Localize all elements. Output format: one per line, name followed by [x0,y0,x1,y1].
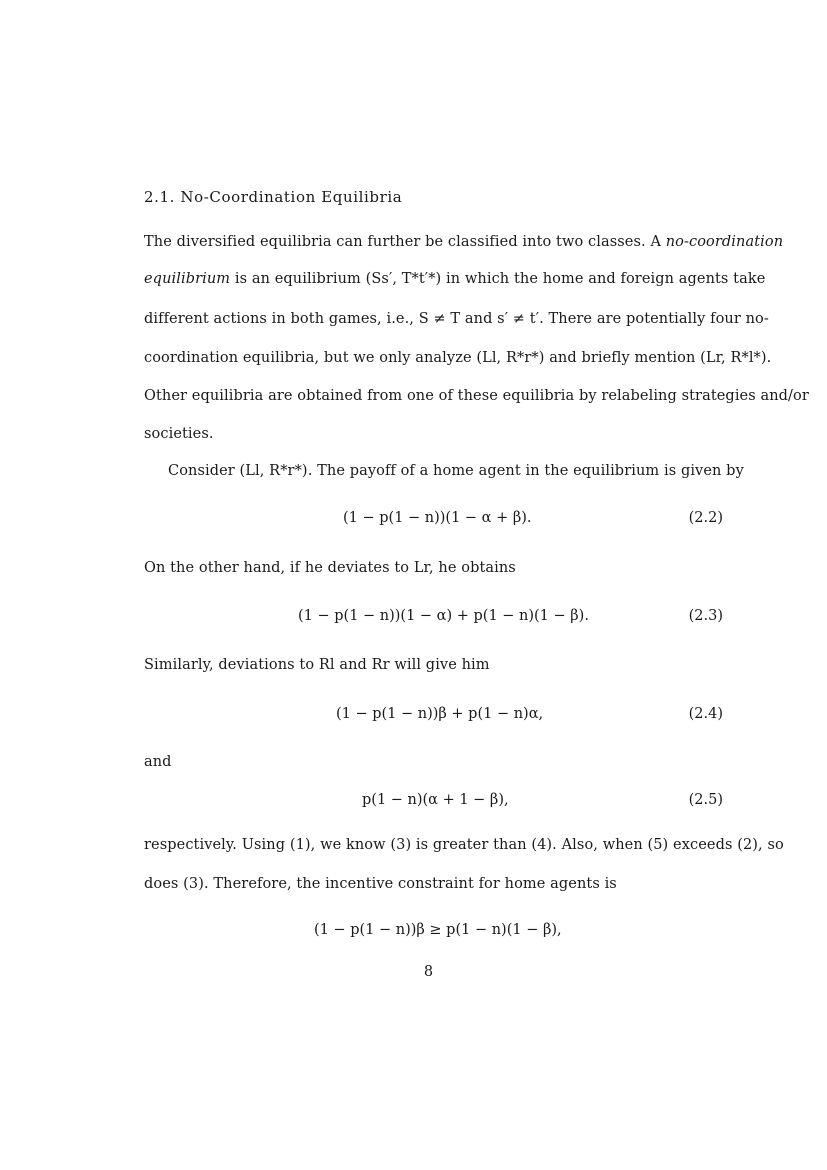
equation-number-2-2: (2.2) [688,510,723,526]
paragraph-1-line-4: coordination equilibria, but we only analyze (Ll, R*r*) and briefly mention (Lr, R*l*). [144,350,772,366]
incentive-constraint-inequality: (1 − p(1 − n))β ≥ p(1 − n)(1 − β), [314,922,562,938]
paragraph-1-line-3: different actions in both games, i.e., S ≠ T and s′ ≠ t′. There are potentially four no- [144,311,769,327]
paragraph-1-line-6: societies. [144,426,214,442]
paragraph-2: Consider (Ll, R*r*). The payoff of a home agent in the equilibrium is given by [168,463,744,479]
equation-number-2-4: (2.4) [688,706,723,722]
paragraph-1-line-1 [144,234,783,250]
line-text: is an equilibrium (Ss′, T*t′*) in which the home and foreign agents take [230,271,766,287]
text-deviation-rl-rr: Similarly, deviations to Rl and Rr will give him [144,657,490,673]
page-number: 8 [423,964,434,980]
equation-number-2-3: (2.3) [688,608,723,624]
italic-term: equilibrium [144,271,231,287]
paragraph-1-line-2 [144,271,765,287]
line-text: The diversified equilibria can further be classified into two classes. A [144,234,666,250]
text-deviation-lr: On the other hand, if he deviates to Lr, he obtains [144,560,516,576]
equation-2-2: (1 − p(1 − n))(1 − α + β). [343,510,532,526]
section-heading: 2.1. No-Coordination Equilibria [144,188,403,206]
text-and: and [144,754,172,770]
equation-2-4: (1 − p(1 − n))β + p(1 − n)α, [336,706,544,722]
paragraph-1-line-5: Other equilibria are obtained from one of these equilibria by relabeling strategies and/or [144,388,809,404]
paragraph-3-line-2: does (3). Therefore, the incentive constraint for home agents is [144,876,617,892]
italic-term: no-coordination [665,234,784,250]
equation-number-2-5: (2.5) [688,792,723,808]
equation-2-5: p(1 − n)(α + 1 − β), [362,792,509,808]
equation-2-3: (1 − p(1 − n))(1 − α) + p(1 − n)(1 − β). [298,608,589,624]
paragraph-3-line-1: respectively. Using (1), we know (3) is greater than (4). Also, when (5) exceeds (2), so [144,837,784,853]
